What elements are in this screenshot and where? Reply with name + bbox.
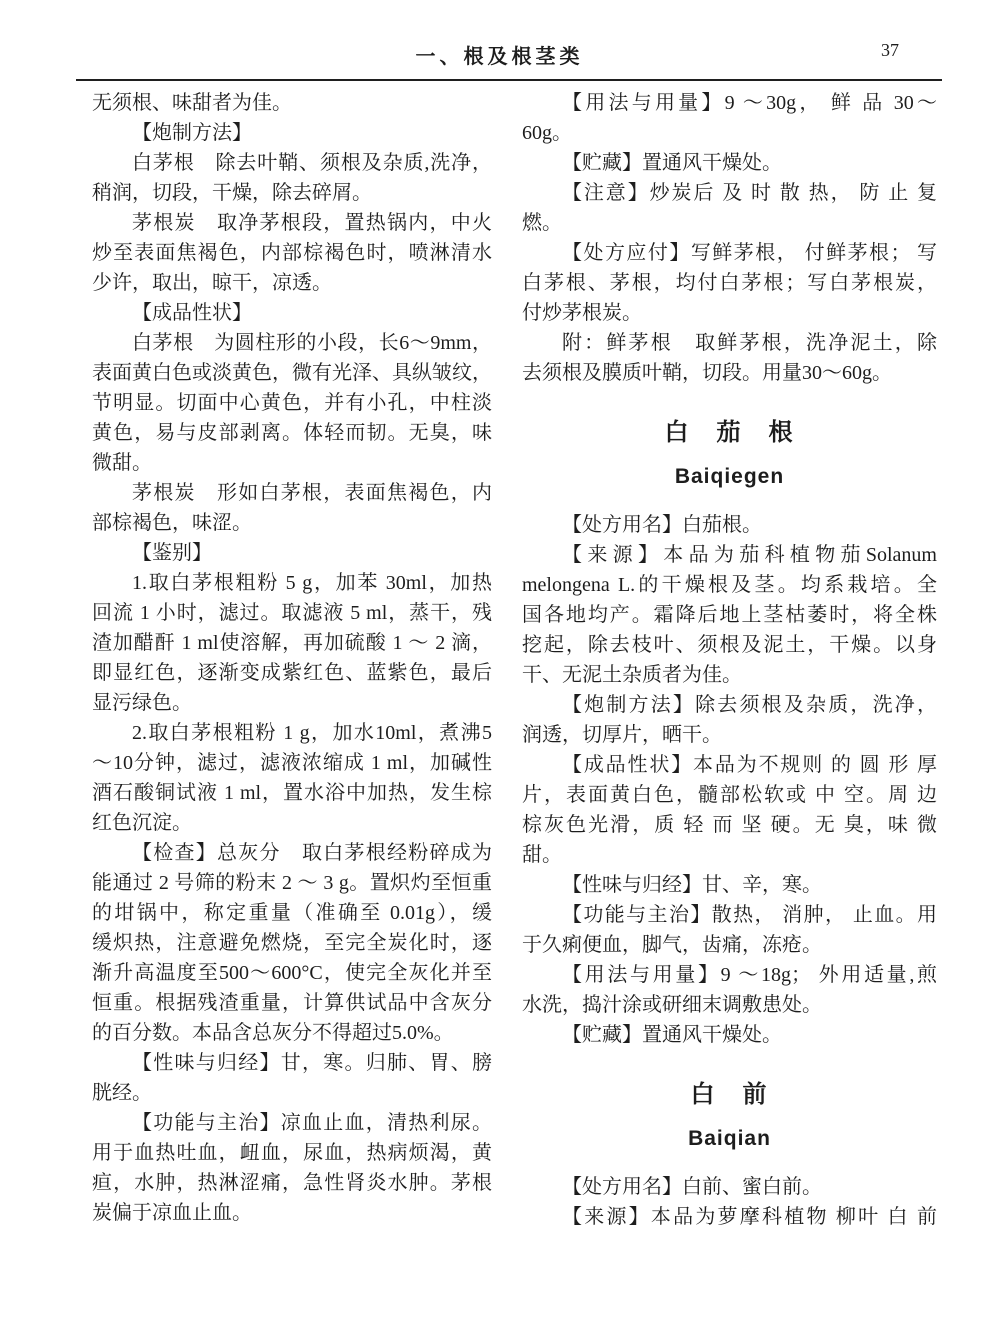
text-line: 渐升高温度至500～600°C，使完全灰化并至: [92, 962, 492, 984]
text-line: 【功能与主治】散热， 消肿， 止血。用: [562, 904, 937, 926]
paragraph: [522, 88, 937, 148]
paragraph: [522, 1172, 937, 1202]
column-left: [92, 88, 492, 1228]
page-number: 37: [881, 40, 899, 60]
paragraph: [92, 1108, 492, 1228]
column-right: [522, 88, 937, 1232]
text-line: 燃。: [522, 212, 562, 234]
text-line: 稍润，切段，干燥，除去碎屑。: [92, 182, 372, 204]
text-line: 甜。: [522, 844, 562, 866]
text-line: 【用法与用量】9 ～30g， 鲜 品 30～: [562, 92, 937, 114]
text-line: 【处方应付】写鲜茅根， 付鲜茅根； 写: [562, 242, 937, 264]
paragraph: [522, 178, 937, 238]
text-line: 去须根及膜质叶鞘，切段。用量30～60g。: [522, 362, 892, 384]
text-line: 【用法与用量】9 ～18g； 外用适量,煎: [562, 964, 937, 986]
text-line: 棕灰色光滑，质 轻 而 坚 硬。无 臭，味 微: [522, 814, 937, 836]
text-line: 茅根炭 取净茅根段，置热锅内，中火: [132, 212, 492, 234]
text-line: 片，表面黄白色，髓部松软或 中 空。周 边: [522, 784, 937, 806]
text-line: 少许，取出，晾干，凉透。: [92, 272, 332, 294]
text-line: 酒石酸铜试液 1 ml，置水浴中加热，发生棕: [92, 782, 492, 804]
paragraph: [522, 328, 937, 388]
text-line: 白 茄 根: [664, 420, 795, 446]
text-line: 于久痢便血，脚气，齿痛，冻疮。: [522, 934, 822, 956]
text-line: 的坩锅中，称定重量（准确至 0.01g），缓: [92, 902, 492, 924]
entry-heading: [522, 1078, 937, 1112]
text-line: 【来源】本品为萝摩科植物 柳叶 白 前: [562, 1206, 937, 1228]
text-line: 疸，水肿，热淋涩痛，急性肾炎水肿。茅根: [92, 1172, 492, 1194]
text-line: 【炮制方法】除去须根及杂质，洗净，: [562, 694, 937, 716]
entry-heading: [522, 416, 937, 450]
text-line: 黄色，易与皮部剥离。体轻而韧。无臭，味: [92, 422, 492, 444]
text-line: 节明显。切面中心黄色，并有小孔，中柱淡: [92, 392, 492, 414]
text-line: melongena L.的干燥根及茎。均系栽培。全: [522, 574, 937, 596]
text-line: 胱经。: [92, 1082, 152, 1104]
text-line: 白茅根、茅根，均付白茅根；写白茅根炭，: [522, 272, 937, 294]
paragraph: [522, 540, 937, 690]
paragraph: [92, 538, 492, 568]
paragraph: [92, 148, 492, 208]
text-line: 【来源】本品为茄科植物茄Solanum: [562, 544, 937, 566]
text-line: 附：鲜茅根 取鲜茅根，洗净泥土，除: [562, 332, 937, 354]
text-line: 2.取白茅根粗粉 1 g，加水10ml，煮沸5: [132, 722, 492, 744]
text-line: Baiqian: [688, 1127, 771, 1150]
text-line: 渣加醋酐 1 ml使溶解，再加硫酸 1 ～ 2 滴，: [92, 632, 492, 654]
paragraph: [92, 478, 492, 538]
text-line: 茅根炭 形如白茅根，表面焦褐色，内: [132, 482, 492, 504]
paragraph: [522, 690, 937, 750]
text-line: 【炮制方法】: [132, 122, 252, 144]
text-line: 的百分数。本品含总灰分不得超过5.0%。: [92, 1022, 454, 1044]
text-line: 国各地均产。霜降后地上茎枯萎时，将全株: [522, 604, 937, 626]
text-line: 【鉴别】: [132, 542, 212, 564]
text-line: 恒重。根据残渣重量，计算供试品中含灰分: [92, 992, 492, 1014]
text-line: 60g。: [522, 122, 572, 144]
paragraph: [522, 960, 937, 1020]
paragraph: [522, 750, 937, 870]
text-line: 【功能与主治】凉血止血，清热利尿。: [132, 1112, 492, 1134]
paragraph: [92, 118, 492, 148]
text-line: 白茅根 为圆柱形的小段，长6～9mm，: [132, 332, 492, 354]
text-line: 炒至表面焦褐色，内部棕褐色时，喷淋清水: [92, 242, 492, 264]
paragraph: [92, 208, 492, 298]
paragraph: [92, 838, 492, 1048]
paragraph: [522, 148, 937, 178]
text-line: 【注意】炒炭后 及 时 散 热， 防 止 复: [562, 182, 937, 204]
paragraph: [92, 1048, 492, 1108]
paragraph: [522, 1202, 937, 1232]
text-line: 部棕褐色，味涩。: [92, 512, 252, 534]
text-line: 能通过 2 号筛的粉末 2 ～ 3 g。置炽灼至恒重: [92, 872, 492, 894]
text-line: 炭偏于凉血止血。: [92, 1202, 252, 1224]
text-line: 【成品性状】本品为不规则 的 圆 形 厚: [562, 754, 937, 776]
paragraph: [522, 510, 937, 540]
text-line: 白茅根 除去叶鞘、须根及杂质,洗净，: [132, 152, 492, 174]
entry-pinyin: [522, 1126, 937, 1152]
text-line: 【贮藏】置通风干燥处。: [562, 152, 782, 174]
text-line: 白 前: [690, 1082, 769, 1108]
paragraph: [92, 328, 492, 478]
paragraph: [92, 298, 492, 328]
text-line: 即显红色，逐渐变成紫红色、蓝紫色，最后: [92, 662, 492, 684]
text-line: 【检查】总灰分 取白茅根经粉碎成为: [132, 842, 492, 864]
paragraph: [522, 870, 937, 900]
text-line: 红色沉淀。: [92, 812, 192, 834]
text-line: 水洗，捣汁涂或研细末调敷患处。: [522, 994, 822, 1016]
text-line: 【性味与归经】甘，寒。归肺、胃、膀: [132, 1052, 492, 1074]
text-line: 润透，切厚片，晒干。: [522, 724, 722, 746]
text-line: 【处方用名】白前、蜜白前。: [562, 1176, 822, 1198]
text-line: 【贮藏】置通风干燥处。: [562, 1024, 782, 1046]
paragraph: [522, 238, 937, 328]
text-line: 表面黄白色或淡黄色，微有光泽、具纵皱纹，: [92, 362, 492, 384]
text-line: 【处方用名】白茄根。: [562, 514, 762, 536]
text-line: ～10分钟，滤过，滤液浓缩成 1 ml，加碱性: [92, 752, 492, 774]
running-header: 一、根及根茎类: [415, 46, 584, 68]
text-line: 显污绿色。: [92, 692, 192, 714]
text-line: 回流 1 小时，滤过。取滤液 5 ml，蒸干，残: [92, 602, 492, 624]
text-line: 付炒茅根炭。: [522, 302, 642, 324]
text-line: 【成品性状】: [132, 302, 252, 324]
text-line: 微甜。: [92, 452, 152, 474]
text-line: 【性味与归经】甘、辛，寒。: [562, 874, 822, 896]
header-divider: [76, 79, 942, 81]
entry-pinyin: [522, 464, 937, 490]
text-line: 用于血热吐血，衄血，尿血，热病烦渴，黄: [92, 1142, 492, 1164]
paragraph: [92, 88, 492, 118]
text-line: 挖起，除去枝叶、须根及泥土，干燥。以身: [522, 634, 937, 656]
paragraph: [522, 1020, 937, 1050]
text-line: 缓炽热，注意避免燃烧，至完全炭化时，逐: [92, 932, 492, 954]
paragraph: [92, 568, 492, 718]
paragraph: [522, 900, 937, 960]
paragraph: [92, 718, 492, 838]
text-line: 1.取白茅根粗粉 5 g，加苯 30ml，加热: [132, 572, 492, 594]
text-line: 干、无泥土杂质者为佳。: [522, 664, 742, 686]
text-line: 无须根、味甜者为佳。: [92, 92, 292, 114]
text-line: Baiqiegen: [674, 465, 785, 488]
